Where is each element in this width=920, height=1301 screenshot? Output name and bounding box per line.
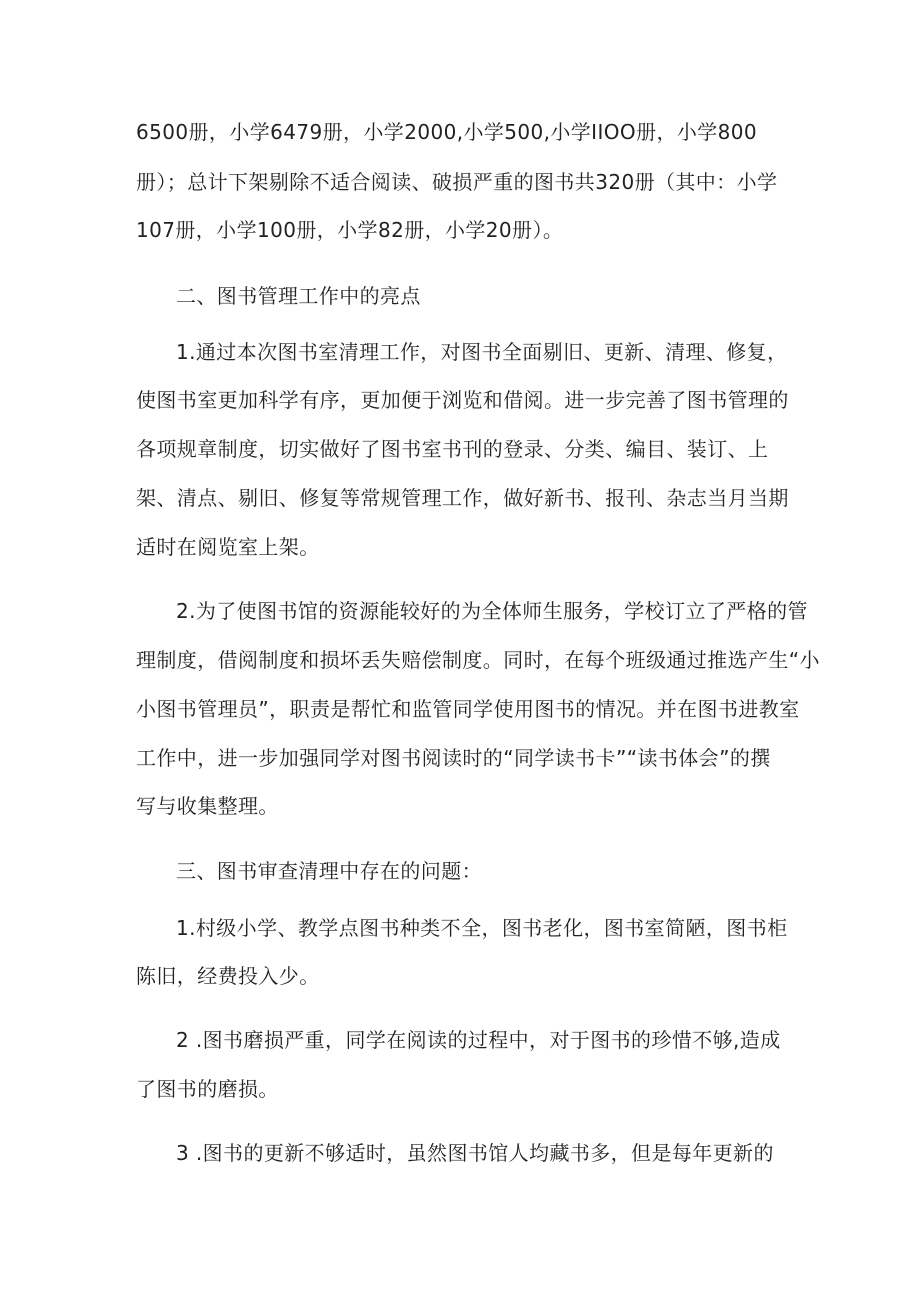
paragraph-first-line: 1.通过本次图书室清理工作，对图书全面剔旧、更新、清理、修复， xyxy=(176,340,788,364)
paragraph-first-line: 2.为了使图书馆的资源能较好的为全体师生服务，学校订立了严格的管 xyxy=(176,599,808,623)
text-line: 册）；总计下架剔除不适合阅读、破损严重的图书共320册（其中：小学 xyxy=(136,170,778,194)
text-line: 小图书管理员”，职责是帮忙和监管同学使用图书的情况。并在图书进教室 xyxy=(136,697,800,721)
text-line: 架、清点、剔旧、修复等常规管理工作，做好新书、报刊、杂志当月当期 xyxy=(136,486,789,510)
text-line: 使图书室更加科学有序，更加便于浏览和借阅。进一步完善了图书管理的 xyxy=(136,388,789,412)
text-line: 写与收集整理。 xyxy=(136,794,279,818)
text-line: 了图书的磨损。 xyxy=(136,1077,279,1101)
text-line: 适时在阅览室上架。 xyxy=(136,535,320,559)
paragraph-first-line: 3 .图书的更新不够适时，虽然图书馆人均藏书多，但是每年更新的 xyxy=(176,1141,774,1165)
text-line: 107册，小学100册，小学82册，小学20册）。 xyxy=(136,218,564,242)
text-line: 工作中，进一步加强同学对图书阅读时的“同学读书卡”“读书体会”的撰 xyxy=(136,746,771,770)
text-line: 各项规章制度，切实做好了图书室书刊的登录、分类、编目、装订、上 xyxy=(136,437,769,461)
text-line: 陈旧，经费投入少。 xyxy=(136,964,320,988)
section-heading: 三、图书审查清理中存在的问题： xyxy=(176,859,482,883)
text-line: 理制度，借阅制度和损坏丢失赔偿制度。同时，在每个班级通过推选产生“小 xyxy=(136,648,820,672)
paragraph-first-line: 2 .图书磨损严重，同学在阅读的过程中，对于图书的珍惜不够,造成 xyxy=(176,1028,781,1052)
text-line: 6500册，小学6479册，小学2000,小学500,小学IIOO册，小学800 xyxy=(136,120,758,144)
section-heading: 二、图书管理工作中的亮点 xyxy=(176,284,421,308)
paragraph-first-line: 1.村级小学、教学点图书种类不全，图书老化，图书室简陋，图书柜 xyxy=(176,916,788,940)
